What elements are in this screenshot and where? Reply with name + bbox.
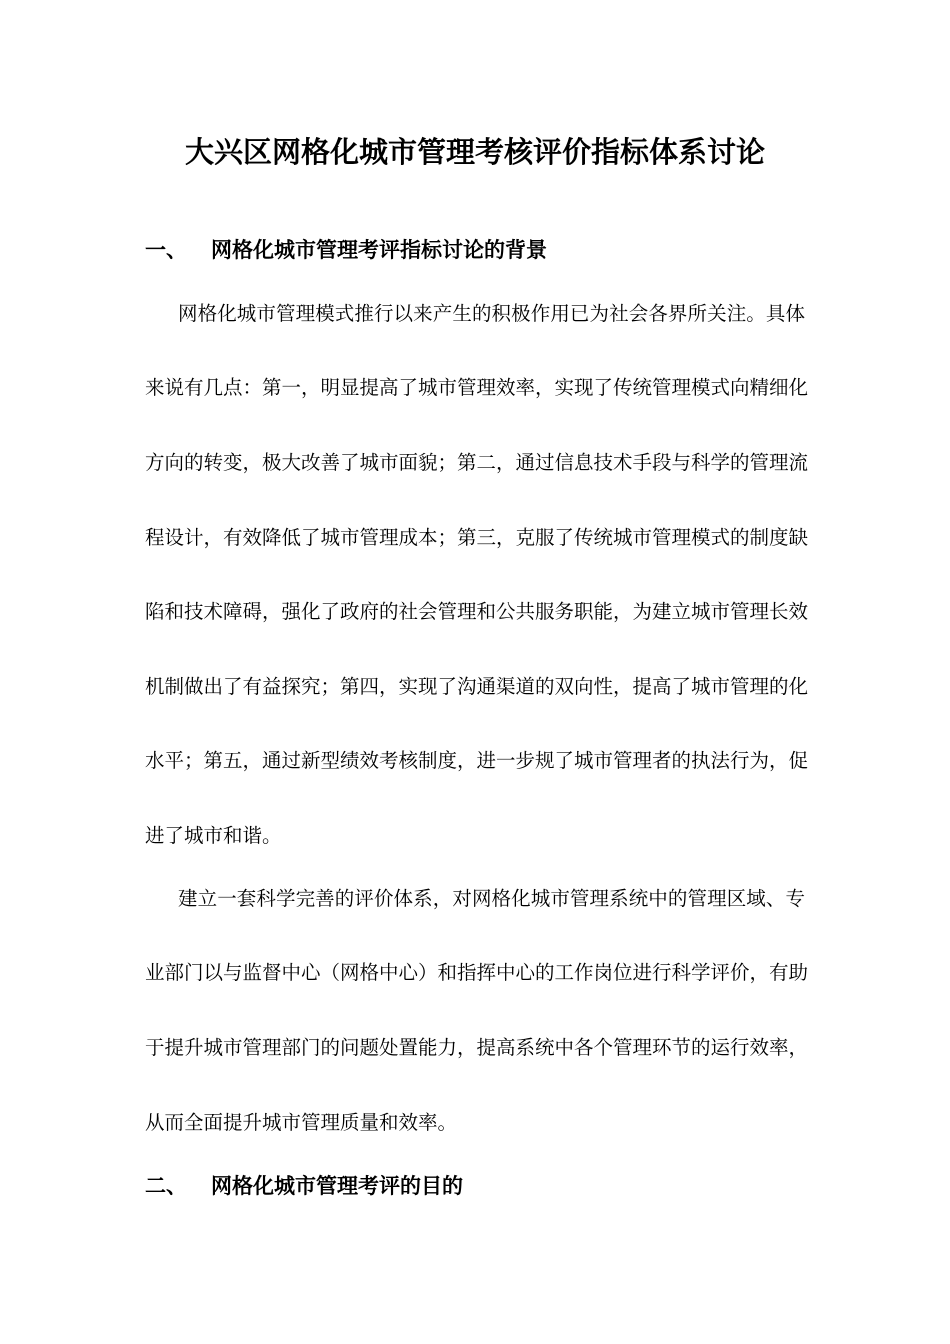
document-title: 大兴区网格化城市管理考核评价指标体系讨论	[184, 135, 765, 169]
paragraph-2-line-2: 业部门以与监督中心（网格中心）和指挥中心的工作岗位进行科学评价，有助	[145, 961, 809, 984]
section-heading-2	[145, 1168, 845, 1204]
paragraph-2-line-4: 从而全面提升城市管理质量和效率。	[145, 1111, 458, 1134]
paragraph-1-line-1: 网格化城市管理模式推行以来产生的积极作用已为社会各界所关注。具体	[178, 302, 805, 325]
paragraph-1-line-4: 程设计，有效降低了城市管理成本；第三，克服了传统城市管理模式的制度缺	[145, 526, 809, 549]
section-title-2: 网格化城市管理考评的目的	[211, 1174, 463, 1198]
paragraph-2-line-1: 建立一套科学完善的评价体系，对网格化城市管理系统中的管理区域、专	[178, 887, 805, 910]
paragraph-1-line-5: 陷和技术障碍，强化了政府的社会管理和公共服务职能，为建立城市管理长效	[145, 600, 809, 623]
paragraph-1-line-6: 机制做出了有益探究；第四，实现了沟通渠道的双向性，提高了城市管理的化	[145, 675, 809, 698]
section-heading-1	[145, 232, 845, 268]
paragraph-1-line-2: 来说有几点：第一，明显提高了城市管理效率，实现了传统管理模式向精细化	[145, 376, 809, 399]
section-number-2: 二、	[145, 1174, 187, 1198]
paragraph-2-line-3: 于提升城市管理部门的问题处置能力，提高系统中各个管理环节的运行效率，	[145, 1036, 809, 1059]
paragraph-1-line-7: 水平；第五，通过新型绩效考核制度，进一步规了城市管理者的执法行为，促	[145, 749, 809, 772]
section-title-1: 网格化城市管理考评指标讨论的背景	[211, 238, 547, 262]
paragraph-1-line-3: 方向的转变，极大改善了城市面貌；第二，通过信息技术手段与科学的管理流	[145, 451, 809, 474]
paragraph-1-line-8: 进了城市和谐。	[145, 824, 282, 847]
section-number-1: 一、	[145, 238, 187, 262]
